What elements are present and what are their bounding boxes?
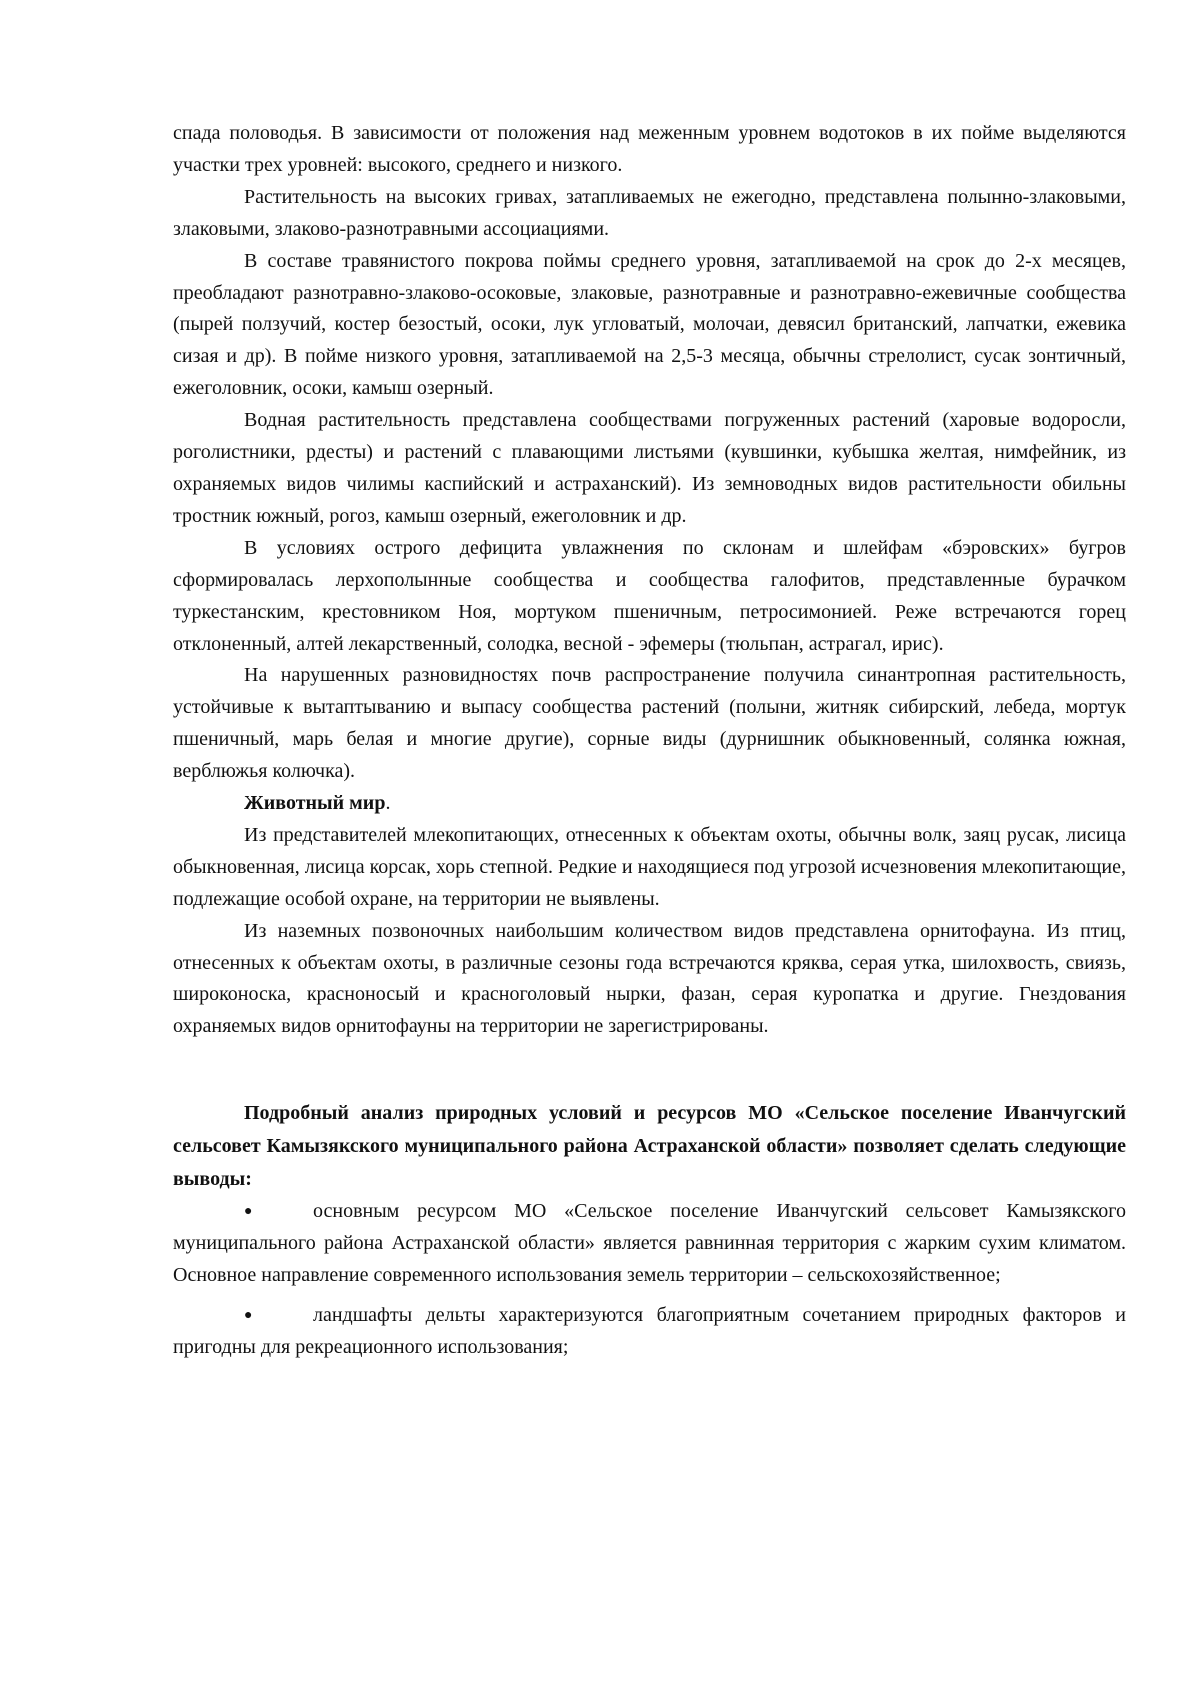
bullet-text: основным ресурсом МО «Сельское поселение Иванчугский сельсовет Камызякского муниципального района Астраханской области» является равнинная территория с жарким сухим климатом. Основное направление современного использования земель территории – сельскохозяйственное; [173, 1200, 1126, 1287]
fauna-heading-punct: . [385, 792, 391, 815]
paragraph-mammals: Из представителей млекопитающих, отнесенных к объектам охоты, обычны волк, заяц русак, лисица обыкновенная, лисица корсак, хорь степной. Редкие и находящиеся под угрозой исчезновения млекопитающие, подлежащие особой охране, на территории не выявлены. [173, 823, 1126, 910]
bullet-icon: ● [244, 1204, 253, 1220]
paragraph-birds: Из наземных позвоночных наибольшим количеством видов представлена орнитофауна. Из птиц, отнесенных к объектам охоты, в различные сезоны года встречаются кряква, серая утка, шилохвость, свиязь, широконоска, красноносый и красноголовый нырки, фазан, серая куропатка и другие. Гнездования охраняемых видов орнитофауны на территории не зарегистрированы. [173, 919, 1126, 1038]
bullet-item [173, 1300, 1126, 1364]
paragraph-synanthropic: На нарушенных разновидностях почв распространение получила синантропная растительность, устойчивые к вытаптыванию и выпасу сообщества растений (полыни, житняк сибирский, лебеда, мортук пшеничный, марь белая и многие другие), сорные виды (дурнишник обыкновенный, солянка южная, верблюжья колючка). [173, 664, 1126, 783]
fauna-heading-text: Животный мир [244, 792, 386, 815]
paragraph-baer-hills: В условиях острого дефицита увлажнения по склонам и шлейфам «бэровских» бугров сформировалась лерхополынные сообщества и сообщества галофитов, представленные бурачком туркестанским, крестовником Ноя, мортуком пшеничным, петросимонией. Реже встречаются горец отклоненный, алтей лекарственный, солодка, весной - эфемеры (тюльпан, астрагал, ирис). [173, 536, 1126, 655]
bullet-text: ландшафты дельты характеризуются благоприятным сочетанием природных факторов и пригодны для рекреационного использования; [173, 1304, 1126, 1358]
paragraph-aquatic-vegetation: Водная растительность представлена сообществами погруженных растений (харовые водоросли, роголистники, рдесты) и растений с плавающими листьями (кувшинки, кубышка желтая, нимфейник, из охраняемых видов чилимы каспийский и астраханский). Из земноводных видов растительности обильны тростник южный, рогоз, камыш озерный, ежеголовник и др. [173, 409, 1126, 527]
document-page [173, 118, 1126, 1364]
bullet-item [173, 1196, 1126, 1292]
conclusion-heading: Подробный анализ природных условий и ресурсов МО «Сельское поселение Иванчугский сельсовет Камызякского муниципального района Астраханской области» позволяет сделать следующие выводы: [173, 1102, 1126, 1191]
section-spacer [173, 1043, 1126, 1097]
paragraph-middle-floodplain: В составе травянистого покрова поймы среднего уровня, затапливаемой на срок до 2-х месяцев, преобладают разнотравно-злаково-осоковые, злаковые, разнотравные и разнотравно-ежевичные сообщества (пырей ползучий, костер безостый, осоки, лук угловатый, молочаи, девясил британский, лапчатки, ежевика сизая и др). В пойме низкого уровня, затапливаемой на 2,5-3 месяца, обычны стрелолист, сусак зонтичный, ежеголовник, осоки, камыш озерный. [173, 249, 1126, 400]
paragraph-high-ridges: Растительность на высоких гривах, затапливаемых не ежегодно, представлена полынно-злаковыми, злаковыми, злаково-разнотравными ассоциациями. [173, 185, 1126, 240]
paragraph-floodplain-levels: спада половодья. В зависимости от положения над меженным уровнем водотоков в их пойме выделяются участки трех уровней: высокого, среднего и низкого. [173, 122, 1126, 176]
fauna-heading [173, 788, 1126, 820]
bullet-icon: ● [244, 1308, 253, 1323]
